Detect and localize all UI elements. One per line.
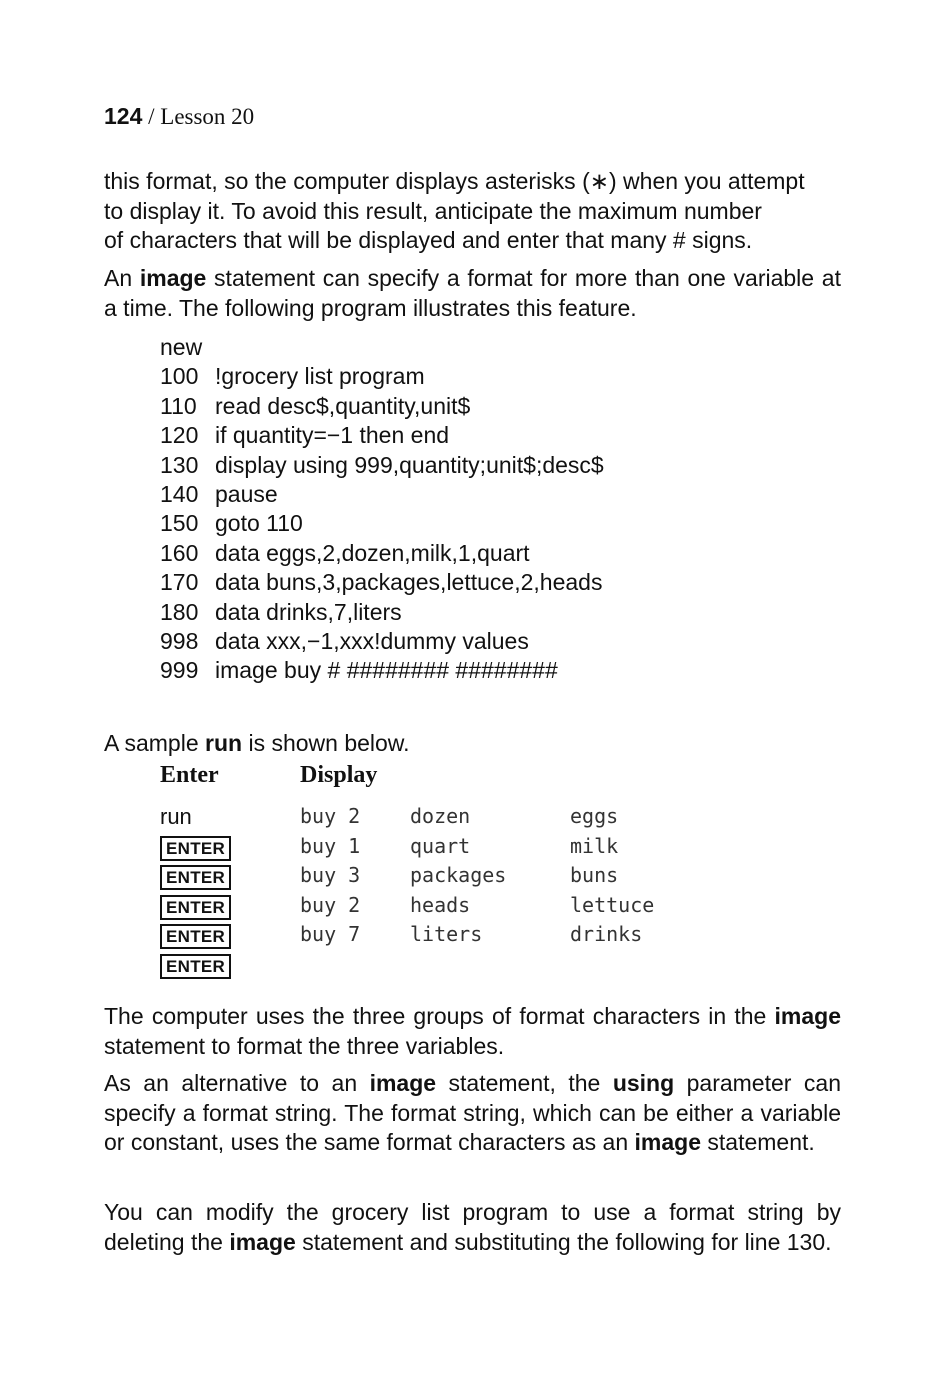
enter-key: ENTER	[160, 924, 231, 949]
line-number: 150	[160, 510, 199, 537]
program-listing	[160, 333, 604, 686]
enter-column-header: Enter	[160, 762, 219, 788]
keyword-image: image	[369, 1070, 437, 1096]
line-number: 999	[160, 657, 199, 684]
line-number: 160	[160, 539, 199, 566]
display-row: buy 1 quart milk	[300, 833, 619, 858]
display-row: buy 7 liters drinks	[300, 922, 643, 946]
modify-program-paragraph: You can modify the grocery list program to use a format string by deleting the image statement and substituting the following for line 130.	[104, 1199, 841, 1255]
enter-column	[160, 802, 231, 979]
line-code: image buy # ######## ########	[215, 657, 558, 684]
line-number: 120	[160, 422, 199, 449]
line-code: read desc$,quantity,unit$	[215, 392, 471, 419]
line-code: data drinks,7,liters	[215, 598, 402, 625]
page-number: 124	[104, 103, 143, 129]
enter-key: ENTER	[160, 895, 231, 920]
display-column-header: Display	[300, 762, 378, 788]
keyword-image: image	[774, 1003, 841, 1029]
lesson-title: Lesson 20	[160, 104, 255, 129]
line-number: 170	[160, 569, 199, 596]
keyword-image: image	[634, 1129, 702, 1155]
run-command: run	[160, 804, 192, 829]
code-line	[160, 598, 604, 627]
using-parameter-paragraph: As an alternative to an image statement, the using parameter can specify a format string. The format string, which can be either a variable or constant, uses the same format characters as an image statement.	[104, 1070, 841, 1155]
line-number: 998	[160, 627, 199, 654]
keyword-image: image	[139, 265, 207, 291]
code-line	[160, 451, 604, 480]
enter-key: ENTER	[160, 954, 231, 979]
intro-line: this format, so the computer displays asterisks (∗) when you attempt	[104, 168, 805, 194]
display-row: buy 2 dozen eggs	[300, 804, 619, 828]
image-statement-paragraph: An image statement can specify a format for more than one variable at a time. The following program illustrates this feature.	[104, 265, 841, 321]
line-number: 110	[160, 392, 197, 419]
line-code: display using 999,quantity;unit$;desc$	[215, 451, 604, 478]
keyword-using: using	[612, 1070, 675, 1096]
code-line	[160, 509, 604, 538]
page-header	[104, 103, 254, 130]
line-code: if quantity=−1 then end	[215, 422, 450, 449]
line-number: 180	[160, 598, 199, 625]
code-line	[160, 539, 604, 568]
header-separator: /	[142, 104, 161, 129]
line-code: data eggs,2,dozen,milk,1,quart	[215, 539, 530, 566]
display-column	[300, 802, 654, 950]
line-code: goto 110	[215, 510, 303, 537]
line-number: 140	[160, 480, 199, 507]
format-groups-paragraph: The computer uses the three groups of format characters in the image statement to format the three variables.	[104, 1003, 841, 1059]
line-number: 100	[160, 363, 199, 390]
code-line	[160, 627, 604, 656]
display-row: buy 2 heads lettuce	[300, 892, 655, 917]
enter-key: ENTER	[160, 836, 231, 861]
code-new: new	[160, 334, 203, 360]
line-code: data buns,3,packages,lettuce,2,heads	[215, 569, 603, 596]
line-code: !grocery list program	[215, 363, 425, 390]
code-line	[160, 421, 604, 450]
line-code: pause	[215, 480, 278, 507]
enter-key: ENTER	[160, 865, 231, 890]
display-row: buy 3 packages buns	[300, 863, 619, 887]
intro-line: of characters that will be displayed and enter that many # signs.	[104, 227, 753, 253]
code-line	[160, 480, 604, 509]
code-line	[160, 656, 604, 685]
line-number: 130	[160, 451, 199, 478]
intro-paragraph	[104, 167, 841, 256]
code-line	[160, 568, 604, 597]
line-code: data xxx,−1,xxx!dummy values	[215, 627, 529, 654]
keyword-run: run	[205, 730, 243, 756]
intro-line: to display it. To avoid this result, anticipate the maximum number	[104, 197, 762, 224]
sample-run-paragraph: A sample run is shown below.	[104, 730, 410, 756]
code-line	[160, 392, 604, 421]
code-line	[160, 362, 604, 391]
keyword-image: image	[229, 1228, 296, 1255]
